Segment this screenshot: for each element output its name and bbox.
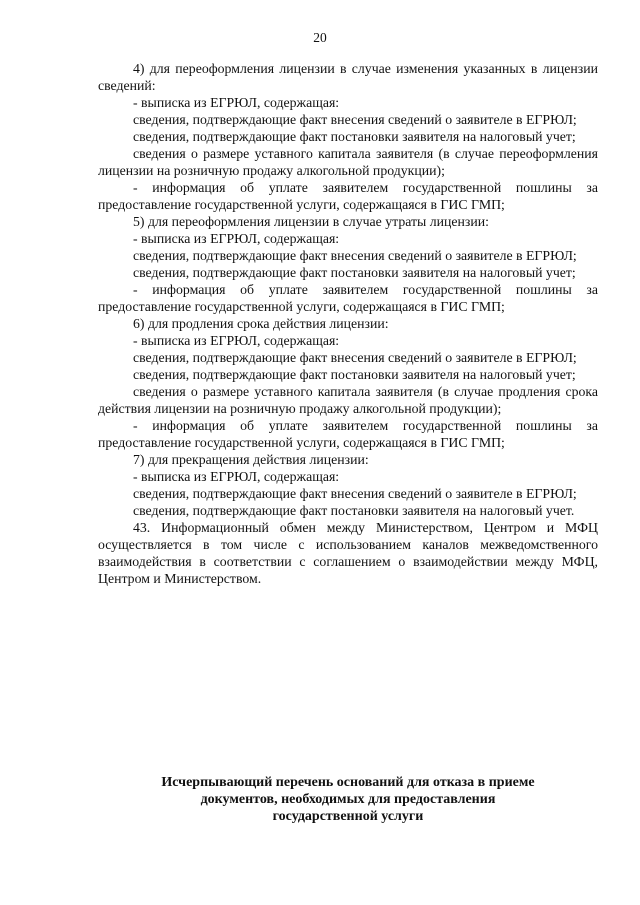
list-item: сведения, подтверждающие факт внесения сведений о заявителе в ЕГРЮЛ; [133,486,577,501]
list-item: сведения, подтверждающие факт постановки заявителя на налоговый учет; [133,265,576,280]
page-number: 20 [313,30,327,45]
list-item: сведения, подтверждающие факт внесения сведений о заявителе в ЕГРЮЛ; [133,350,577,365]
paragraph-43: 43. Информационный обмен между Министерством, Центром и МФЦ осуществляется в том числе с использованием каналов межведомственного взаимодействия в соответствии с соглашением о взаимодействии между МФЦ, Центром и Министерством. [98,520,598,586]
heading-line: Исчерпывающий перечень оснований для отказа в приеме [161,775,535,790]
list-item: - выписка из ЕГРЮЛ, содержащая: [133,469,340,484]
heading-line: документов, необходимых для предоставления [200,792,496,807]
list-item: - информация об уплате заявителем государственной пошлины за предоставление государственной услуги, содержащаяся в ГИС ГМП; [98,282,598,314]
list-item: сведения о размере уставного капитала заявителя (в случае продления срока действия лицензии на розничную продажу алкогольной продукции); [98,384,598,416]
list-item: сведения, подтверждающие факт постановки заявителя на налоговый учет; [133,129,576,144]
paragraph-item-7: 7) для прекращения действия лицензии: [133,452,369,467]
paragraph-item-6: 6) для продления срока действия лицензии: [133,316,389,331]
list-item: сведения, подтверждающие факт постановки заявителя на налоговый учет; [133,367,576,382]
list-item: сведения, подтверждающие факт внесения сведений о заявителе в ЕГРЮЛ; [133,248,577,263]
document-body [98,60,598,587]
section-heading [98,774,598,825]
list-item: - выписка из ЕГРЮЛ, содержащая: [133,95,340,110]
list-item: - выписка из ЕГРЮЛ, содержащая: [133,333,340,348]
paragraph-item-4: 4) для переоформления лицензии в случае изменения указанных в лицензии сведений: [98,61,598,93]
list-item: - информация об уплате заявителем государственной пошлины за предоставление государственной услуги, содержащаяся в ГИС ГМП; [98,418,598,450]
list-item: сведения, подтверждающие факт постановки заявителя на налоговый учет. [133,503,575,518]
list-item: - информация об уплате заявителем государственной пошлины за предоставление государственной услуги, содержащаяся в ГИС ГМП; [98,180,598,212]
list-item: сведения, подтверждающие факт внесения сведений о заявителе в ЕГРЮЛ; [133,112,577,127]
list-item: сведения о размере уставного капитала заявителя (в случае переоформления лицензии на розничную продажу алкогольной продукции); [98,146,598,178]
list-item: - выписка из ЕГРЮЛ, содержащая: [133,231,340,246]
paragraph-item-5: 5) для переоформления лицензии в случае утраты лицензии: [133,214,489,229]
heading-line: государственной услуги [272,809,424,824]
